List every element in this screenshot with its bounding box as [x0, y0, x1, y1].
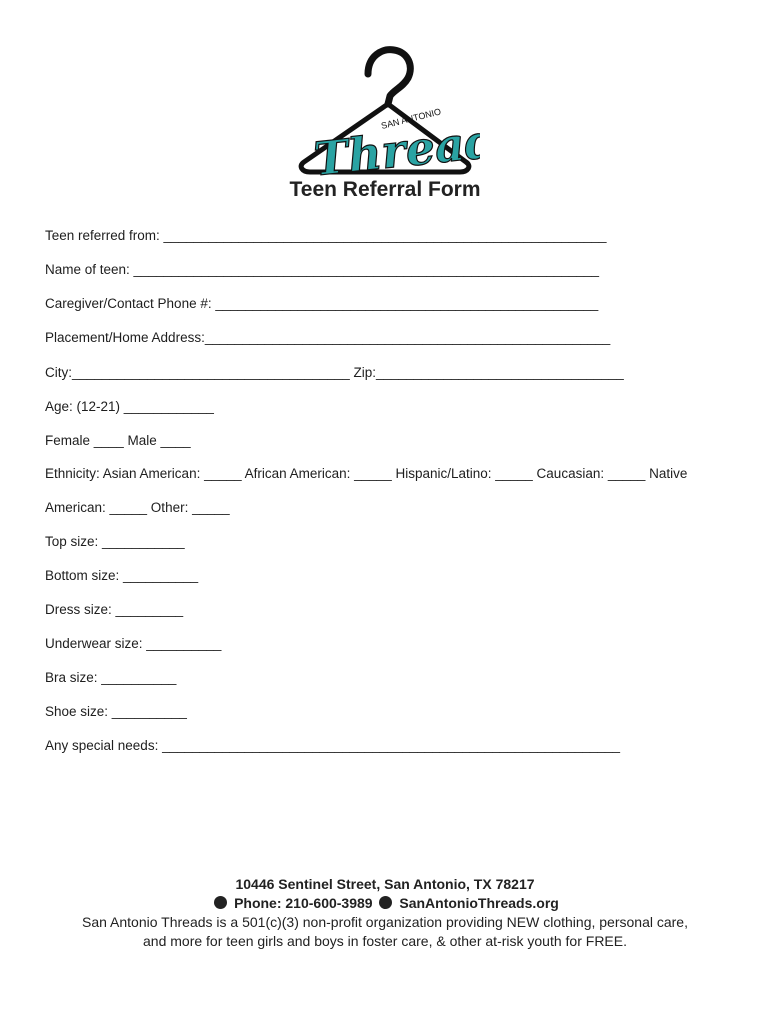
field-ethnicity[interactable]: Ethnicity: Asian American: _____ African American: _____ Hispanic/Latino: _____ Caucasian: _____ Native [45, 466, 688, 481]
footer-website[interactable]: SanAntonioThreads.org [399, 895, 559, 911]
footer-address: 10446 Sentinel Street, San Antonio, TX 78217 [235, 876, 535, 892]
field-dress-size[interactable]: Dress size: _________ [45, 602, 184, 617]
logo-wordmark: Threads [311, 110, 480, 179]
footer-description-line-1: San Antonio Threads is a 501(c)(3) non-profit organization providing NEW clothing, personal care, [82, 914, 688, 930]
field-underwear-size[interactable]: Underwear size: __________ [45, 636, 222, 651]
field-caregiver-phone[interactable]: Caregiver/Contact Phone #: ___________________________________________________ [45, 296, 599, 311]
field-age[interactable]: Age: (12-21) ____________ [45, 399, 214, 414]
field-special-needs[interactable]: Any special needs: _____________________________________________________________ [45, 738, 621, 753]
field-city-zip[interactable]: City:_____________________________________ Zip:_________________________________ [45, 365, 624, 380]
logo-small-text: SAN ANTONIO [380, 106, 443, 131]
field-shoe-size[interactable]: Shoe size: __________ [45, 704, 187, 719]
footer-description-line-2: and more for teen girls and boys in foster care, & other at-risk youth for FREE. [143, 933, 627, 949]
field-top-size[interactable]: Top size: ___________ [45, 534, 185, 549]
field-bottom-size[interactable]: Bottom size: __________ [45, 568, 199, 583]
bullet-icon [379, 896, 392, 909]
field-bra-size[interactable]: Bra size: __________ [45, 670, 177, 685]
bullet-icon [214, 896, 227, 909]
footer-phone: Phone: 210-600-3989 [234, 895, 373, 911]
hanger-logo-graphic [290, 44, 480, 179]
field-teen-referred-from[interactable]: Teen referred from: ___________________________________________________________ [45, 228, 607, 243]
san-antonio-threads-logo [290, 44, 480, 179]
footer-contact [0, 895, 770, 911]
field-ethnicity-continued[interactable]: American: _____ Other: _____ [45, 500, 230, 515]
footer-description [0, 913, 770, 951]
field-gender[interactable]: Female ____ Male ____ [45, 433, 191, 448]
form-title: Teen Referral Form [289, 178, 481, 201]
field-name-of-teen[interactable]: Name of teen: ______________________________________________________________ [45, 262, 600, 277]
field-home-address[interactable]: Placement/Home Address:______________________________________________________ [45, 330, 611, 345]
